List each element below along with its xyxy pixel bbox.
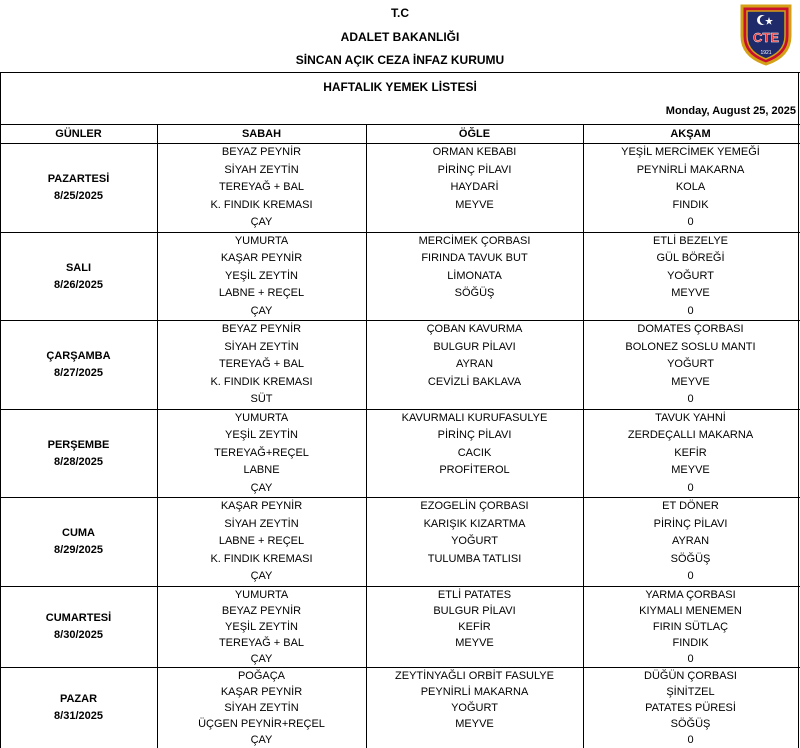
menu-item: BEYAZ PEYNİR: [221, 146, 302, 158]
menu-item: AYRAN: [671, 535, 710, 548]
menu-item: DOMATES ÇORBASI: [637, 323, 744, 335]
menu-item: ÇAY: [250, 481, 273, 494]
menu-item: 0: [687, 304, 694, 317]
menu-item: YEŞİL ZEYTİN: [225, 621, 298, 633]
menu-item: ZEYTİNYAĞLI ORBİT FASULYE: [395, 670, 554, 682]
lunch-cell: [366, 410, 583, 497]
menu-item: KEFİR: [458, 621, 491, 633]
menu-item: ETLİ BEZELYE: [653, 235, 728, 247]
menu-item: MEYVE: [455, 718, 494, 730]
menu-item: MEYVE: [455, 198, 494, 211]
breakfast-cell: [157, 587, 366, 667]
day-date: 8/26/2025: [54, 278, 103, 291]
day-name: PAZARTESİ: [47, 173, 110, 185]
day-name: SALI: [65, 261, 92, 274]
column-header-breakfast: SABAH: [241, 128, 282, 140]
breakfast-cell: [157, 233, 366, 320]
menu-item: TEREYAĞ + BAL: [218, 181, 305, 194]
menu-item: 0: [687, 216, 694, 229]
menu-item: PEYNİRLİ MAKARNA: [420, 686, 529, 698]
lunch-cell: [366, 498, 583, 586]
menu-item: 0: [687, 393, 694, 406]
menu-item: EZOGELİN ÇORBASI: [420, 500, 529, 512]
menu-item: FIRIN SÜTLAÇ: [652, 621, 729, 633]
menu-item: 0: [687, 734, 694, 746]
menu-item: SİYAH ZEYTİN: [224, 163, 299, 176]
day-label: [0, 525, 157, 559]
menu-item: ÜÇGEN PEYNİR+REÇEL: [198, 718, 325, 730]
day-label: [0, 171, 157, 205]
day-name: PAZAR: [59, 693, 98, 705]
menu-item: PATATES PÜRESİ: [645, 702, 736, 714]
menu-item: FIRINDA TAVUK BUT: [421, 252, 528, 265]
menu-item: TAVUK YAHNİ: [655, 412, 726, 424]
menu-item: ET DÖNER: [662, 500, 719, 512]
menu-item: 0: [687, 570, 694, 583]
logo-text: CTE: [753, 30, 779, 45]
day-date: 8/25/2025: [54, 190, 103, 202]
menu-item: [366, 568, 583, 586]
day-name: CUMA: [62, 527, 95, 539]
column-header-dinner: AKŞAM: [670, 128, 711, 140]
menu-item: KARIŞIK KIZARTMA: [423, 517, 526, 530]
menu-item: K. FINDIK KREMASI: [210, 375, 313, 388]
lunch-cell: [366, 668, 583, 748]
menu-item: MEYVE: [671, 464, 710, 477]
menu-item: K. FINDIK KREMASI: [210, 552, 313, 565]
menu-item: PROFİTEROL: [439, 464, 510, 477]
menu-item: CACIK: [457, 446, 492, 459]
menu-item: [366, 214, 583, 232]
menu-item: GÜL BÖREĞİ: [656, 252, 725, 265]
menu-item: CEVİZLİ BAKLAVA: [427, 375, 522, 388]
menu-item: AYRAN: [455, 358, 494, 371]
menu-item: MEYVE: [671, 287, 710, 300]
dinner-cell: [583, 233, 798, 320]
menu-item: KEFİR: [674, 446, 707, 459]
menu-item: MERCİMEK ÇORBASI: [418, 235, 531, 247]
day-name: PERŞEMBE: [47, 438, 110, 451]
menu-item: KAVURMALI KURUFASULYE: [401, 412, 548, 424]
menu-item: MEYVE: [671, 375, 710, 388]
menu-item: YEŞİL ZEYTİN: [225, 269, 298, 282]
menu-item: POĞAÇA: [237, 670, 286, 682]
menu-item: [366, 391, 583, 409]
lunch-cell: [366, 321, 583, 409]
dinner-cell: [583, 410, 798, 497]
breakfast-cell: [157, 321, 366, 409]
menu-item: YOĞURT: [451, 535, 498, 548]
day-name: CUMARTESİ: [45, 612, 112, 624]
menu-item: TEREYAĞ + BAL: [218, 637, 305, 649]
menu-item: YARMA ÇORBASI: [645, 589, 736, 601]
divider-table-top: [0, 124, 800, 125]
lunch-cell: [366, 587, 583, 667]
menu-item: ORMAN KEBABI: [432, 146, 517, 158]
menu-item: FINDIK: [672, 198, 709, 211]
menu-item: 0: [687, 481, 694, 494]
day-date: 8/31/2025: [54, 710, 103, 722]
menu-item: YUMURTA: [234, 235, 289, 247]
menu-item: SÖĞÜŞ: [670, 718, 711, 730]
menu-item: KAŞAR PEYNİR: [220, 252, 303, 265]
menu-item: [366, 480, 583, 497]
menu-item: SÖĞÜŞ: [454, 287, 495, 300]
divider-header: [0, 72, 800, 73]
menu-item: SİYAH ZEYTİN: [224, 517, 299, 530]
menu-item: KOLA: [675, 181, 706, 194]
menu-item: PİRİNÇ PİLAVI: [437, 163, 512, 176]
menu-item: SÖĞÜŞ: [670, 552, 711, 565]
menu-item: ÇAY: [250, 216, 273, 229]
menu-item: LABNE + REÇEL: [218, 287, 305, 300]
menu-item: YOĞURT: [667, 358, 714, 371]
menu-item: ÇAY: [250, 570, 273, 583]
menu-item: KAŞAR PEYNİR: [220, 686, 303, 698]
column-header-lunch: ÖĞLE: [458, 128, 491, 140]
menu-item: BOLONEZ SOSLU MANTI: [625, 340, 756, 353]
menu-item: BULGUR PİLAVI: [433, 340, 516, 353]
institution-logo: [738, 2, 794, 66]
menu-item: BEYAZ PEYNİR: [221, 605, 302, 617]
menu-item: K. FINDIK KREMASI: [210, 198, 313, 211]
day-name: ÇARŞAMBA: [46, 350, 111, 362]
page-title: HAFTALIK YEMEK LİSTESİ: [323, 80, 477, 94]
header-institution: SİNCAN AÇIK CEZA İNFAZ KURUMU: [295, 53, 505, 67]
menu-item: YUMURTA: [234, 412, 289, 424]
menu-item: HAYDARİ: [450, 181, 499, 194]
menu-item: ŞİNİTZEL: [666, 686, 715, 698]
dinner-cell: [583, 668, 798, 748]
day-label: [0, 260, 157, 294]
menu-item: PİRİNÇ PİLAVI: [653, 517, 728, 530]
dinner-cell: [583, 144, 798, 232]
menu-item: LABNE + REÇEL: [218, 535, 305, 548]
menu-item: PİRİNÇ PİLAVI: [437, 429, 512, 442]
menu-item: KAŞAR PEYNİR: [220, 500, 303, 512]
menu-item: ÇAY: [250, 653, 273, 665]
menu-item: SÜT: [250, 393, 273, 406]
menu-item: MEYVE: [455, 637, 494, 649]
day-label: [0, 691, 157, 725]
menu-item: ÇAY: [250, 304, 273, 317]
menu-item: YEŞİL ZEYTİN: [225, 429, 298, 442]
menu-item: LABNE: [243, 464, 280, 477]
breakfast-cell: [157, 410, 366, 497]
day-label: [0, 437, 157, 471]
header-ministry: ADALET BAKANLIĞI: [340, 30, 460, 44]
menu-item: DÜĞÜN ÇORBASI: [644, 670, 737, 682]
lunch-cell: [366, 233, 583, 320]
lunch-cell: [366, 144, 583, 232]
dinner-cell: [583, 498, 798, 586]
dinner-cell: [583, 321, 798, 409]
breakfast-cell: [157, 668, 366, 748]
menu-item: PEYNİRLİ MAKARNA: [636, 163, 745, 176]
day-label: [0, 610, 157, 644]
day-date: 8/27/2025: [54, 367, 103, 379]
menu-item: SİYAH ZEYTİN: [224, 340, 299, 353]
menu-item: LİMONATA: [447, 269, 502, 282]
header-tc: T.C: [391, 6, 409, 20]
menu-item: KIYMALI MENEMEN: [639, 605, 742, 617]
menu-item: ÇOBAN KAVURMA: [426, 323, 523, 335]
report-date: Monday, August 25, 2025: [665, 105, 796, 117]
menu-item: YUMURTA: [234, 589, 289, 601]
menu-item: [366, 732, 583, 748]
breakfast-cell: [157, 144, 366, 232]
dinner-cell: [583, 587, 798, 667]
menu-item: TEREYAĞ + BAL: [218, 358, 305, 371]
menu-item: [366, 651, 583, 667]
menu-item: TULUMBA TATLISI: [427, 552, 522, 565]
border-right: [798, 72, 799, 748]
day-date: 8/29/2025: [54, 544, 103, 556]
day-date: 8/28/2025: [54, 455, 103, 468]
day-label: [0, 348, 157, 382]
menu-item: 0: [687, 653, 694, 665]
breakfast-cell: [157, 498, 366, 586]
menu-item: YOĞURT: [451, 702, 498, 714]
menu-item: [366, 303, 583, 320]
menu-item: ETLİ PATATES: [437, 589, 512, 601]
menu-item: BEYAZ PEYNİR: [221, 323, 302, 335]
menu-item: YOĞURT: [667, 269, 714, 282]
menu-item: BULGUR PİLAVI: [433, 605, 516, 617]
logo-year: 1921: [760, 50, 772, 56]
menu-item: TEREYAĞ+REÇEL: [214, 446, 309, 459]
column-header-days: GÜNLER: [55, 128, 102, 140]
menu-item: YEŞİL MERCİMEK YEMEĞİ: [621, 146, 760, 158]
menu-item: ÇAY: [250, 734, 273, 746]
menu-item: FINDIK: [672, 637, 709, 649]
menu-item: SİYAH ZEYTİN: [224, 702, 299, 714]
menu-item: ZERDEÇALLI MAKARNA: [627, 429, 754, 442]
day-date: 8/30/2025: [54, 629, 103, 641]
